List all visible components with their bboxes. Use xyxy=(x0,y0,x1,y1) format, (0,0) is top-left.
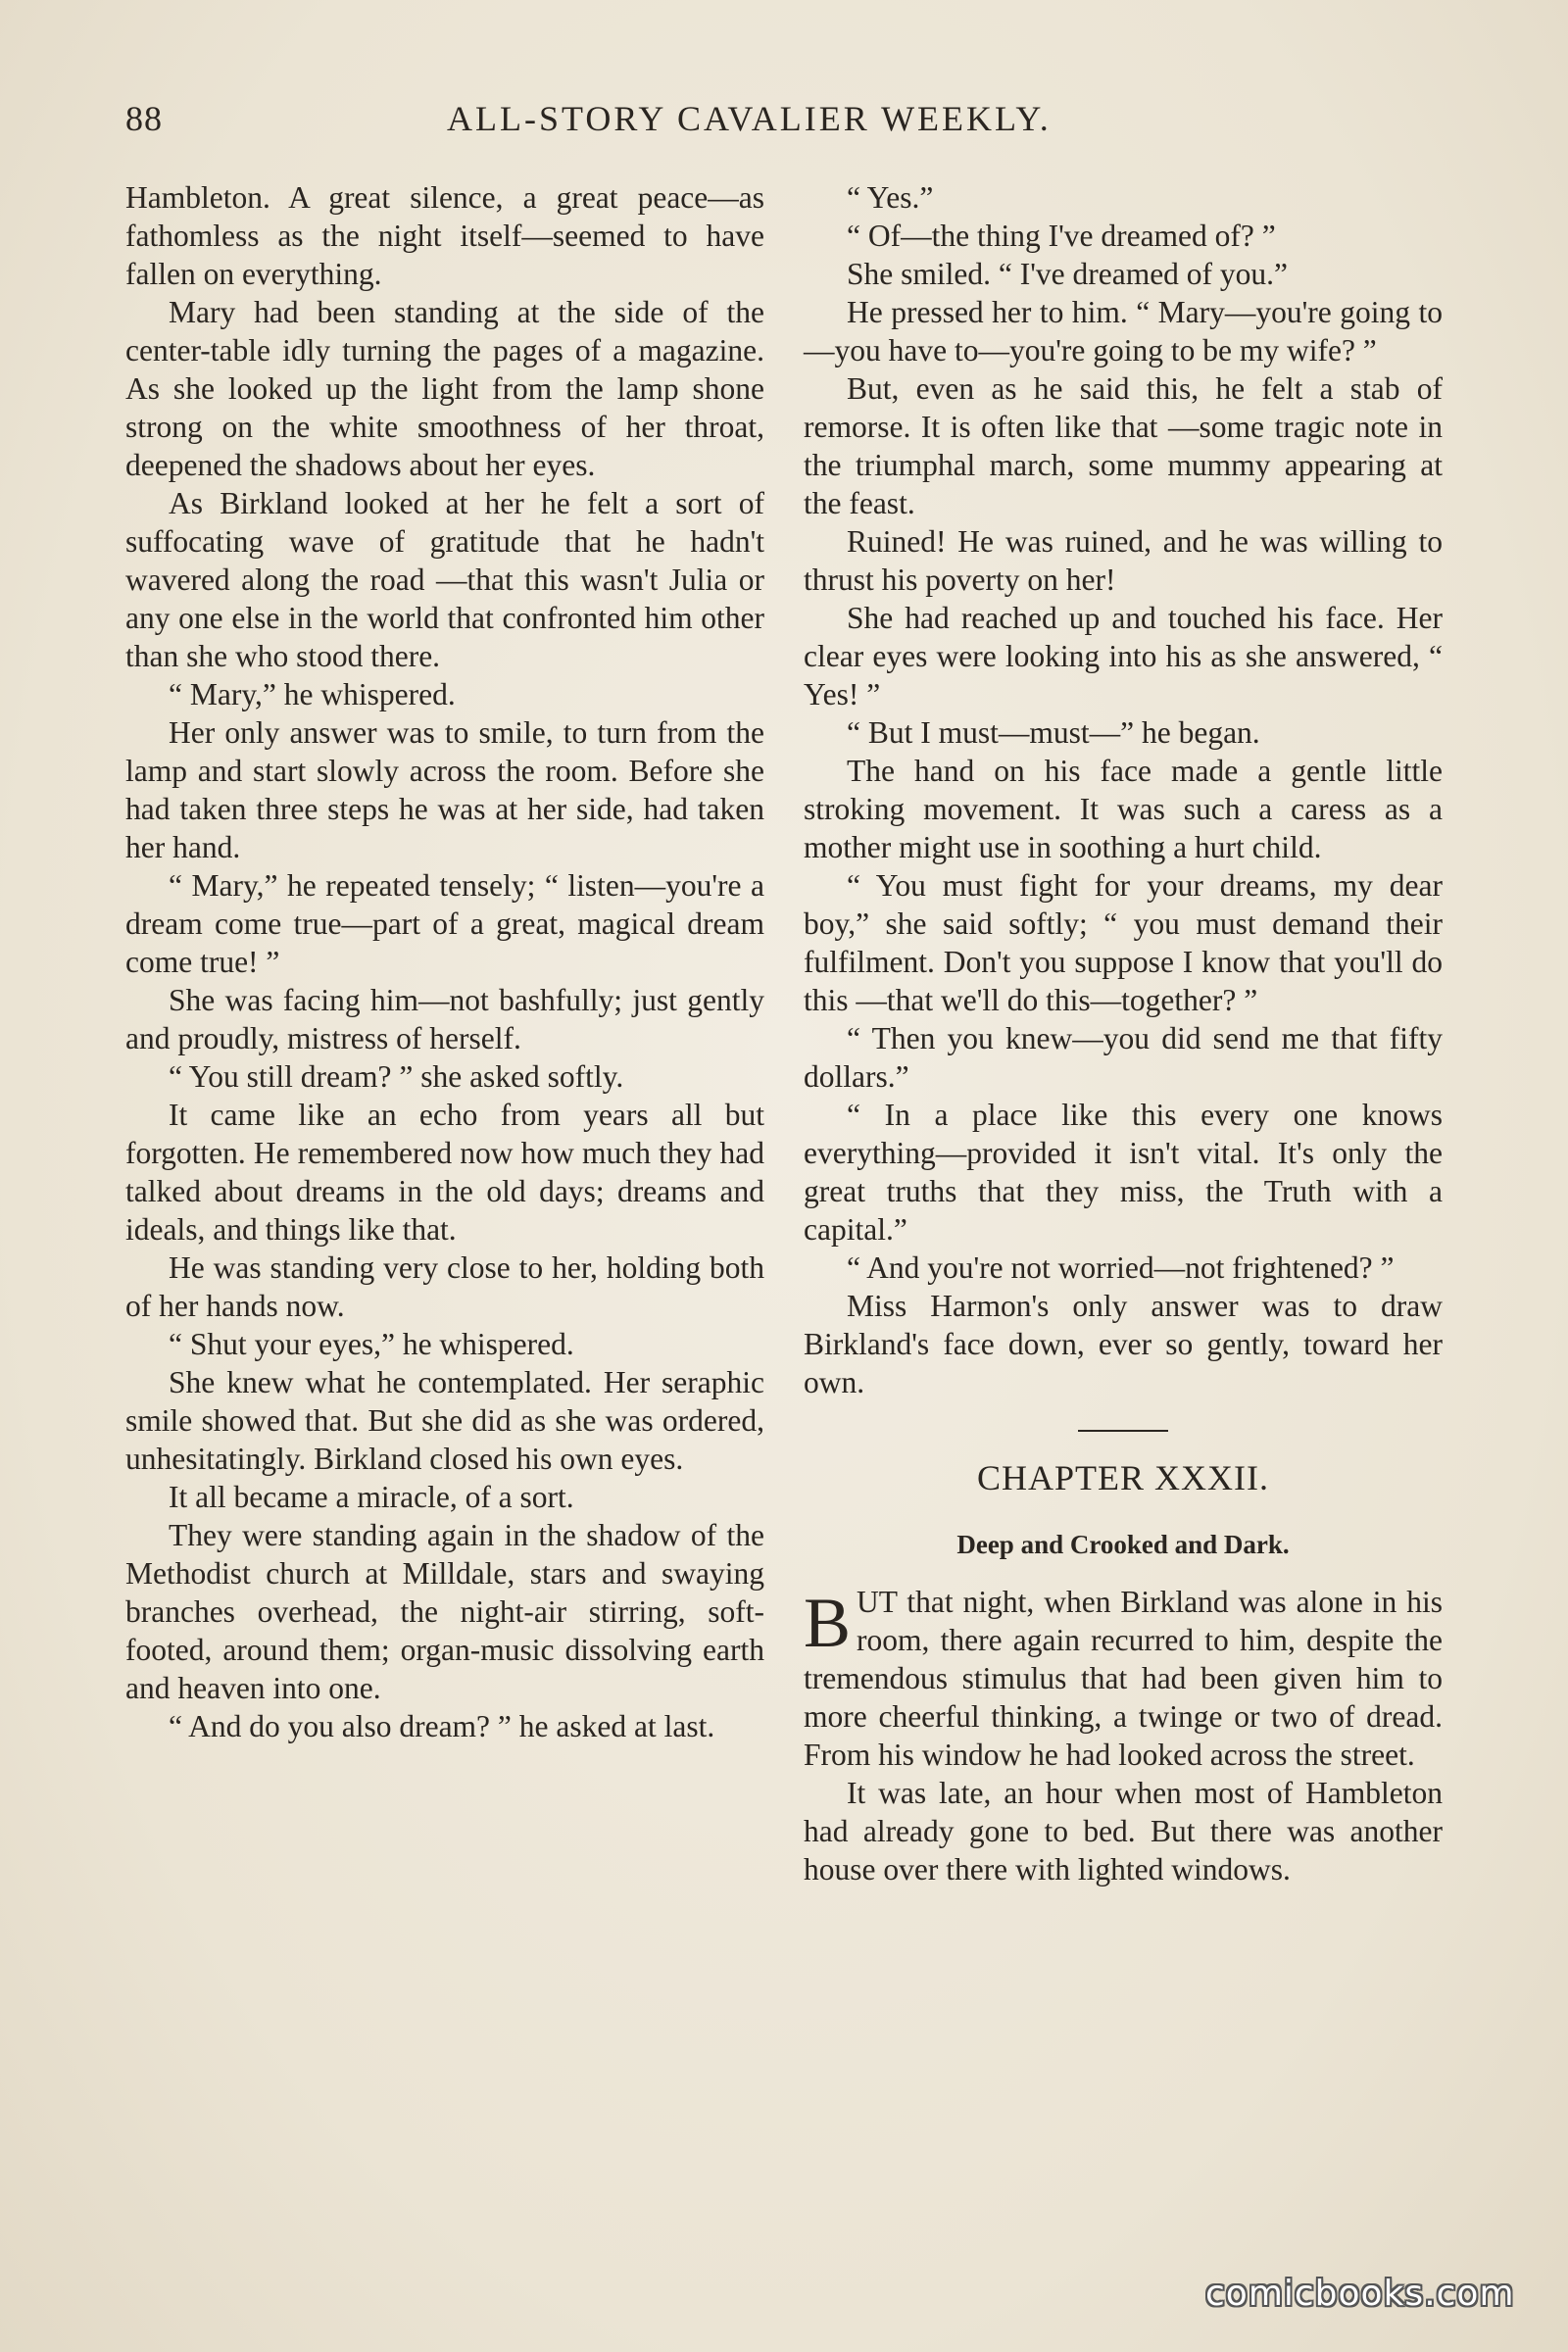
paragraph: “ In a place like this every one knows everything—provided it isn't vital. It's only the great truths that they miss, the Truth with a capital.” xyxy=(804,1098,1443,1247)
right-column xyxy=(804,178,1443,1888)
page-number: 88 xyxy=(125,99,163,138)
paragraph: “ Then you knew—you did send me that fifty dollars.” xyxy=(804,1021,1443,1094)
paragraph: It all became a miracle, of a sort. xyxy=(169,1480,574,1514)
paragraph: They were standing again in the shadow of the Methodist church at Milldale, stars and swaying branches overhead, the night-air stirring, soft-footed, around them; organ-music dissolving earth and heaven into one. xyxy=(125,1518,764,1705)
paragraph: “ But I must—must—” he began. xyxy=(847,715,1260,750)
opening-text: UT that night, when Birkland was alone in his room, there again recurred to him, despite the tremendous stimulus that had been given him to more cheerful thinking, a twinge or two of dread. From his window he had looked across the street. xyxy=(804,1585,1443,1772)
paragraph: “ Of—the thing I've dreamed of? ” xyxy=(847,219,1276,253)
paragraph: She had reached up and touched his face. Her clear eyes were looking into his as she answered, “ Yes! ” xyxy=(804,601,1443,711)
paragraph: As Birkland looked at her he felt a sort of suffocating wave of gratitude that he hadn't wavered along the road —that this wasn't Julia or any one else in the world that confronted him other than she who stood there. xyxy=(125,486,764,673)
paragraph: “ You must fight for your dreams, my dear boy,” she said softly; “ you must demand their fulfilment. Don't you suppose I know that you'll do this —that we'll do this—together? ” xyxy=(804,868,1443,1017)
paragraph: It came like an echo from years all but forgotten. He remembered now how much they had talked about dreams in the old days; dreams and ideals, and things like that. xyxy=(125,1098,764,1247)
paragraph: Mary had been standing at the side of the center-table idly turning the pages of a magazine. As she looked up the light from the lamp shone strong on the white smoothness of her throat, deepened the shadows about her eyes. xyxy=(125,295,764,482)
paragraph: “ Mary,” he repeated tensely; “ listen—you're a dream come true—part of a great, magical dream come true! ” xyxy=(125,868,764,979)
paragraph: Miss Harmon's only answer was to draw Birkland's face down, ever so gently, toward her own. xyxy=(804,1289,1443,1399)
paragraph: “ And you're not worried—not frightened? ” xyxy=(847,1250,1395,1285)
paragraph: “ And do you also dream? ” he asked at last. xyxy=(169,1709,715,1743)
drop-cap: B xyxy=(804,1584,852,1662)
paragraph: Her only answer was to smile, to turn from the lamp and start slowly across the room. Before she had taken three steps he was at her side, had taken her hand. xyxy=(125,715,764,864)
watermark: comicbooks.com xyxy=(1205,2274,1515,2314)
paragraph: But, even as he said this, he felt a stab of remorse. It is often like that —some tragic note in the triumphal march, some mummy appearing at the feast. xyxy=(804,371,1443,520)
paragraph: Hambleton. A great silence, a great peace—as fathomless as the night itself—seemed to have fallen on everything. xyxy=(125,180,764,291)
paragraph: She was facing him—not bashfully; just gently and proudly, mistress of herself. xyxy=(125,983,764,1055)
paragraph: Ruined! He was ruined, and he was willing to thrust his poverty on her! xyxy=(804,524,1443,597)
chapter-subtitle: Deep and Crooked and Dark. xyxy=(956,1530,1290,1559)
paragraph: “ Mary,” he whispered. xyxy=(169,677,456,711)
paragraph: She knew what he contemplated. Her seraphic smile showed that. But she did as she was ordered, unhesitatingly. Birkland closed his own eyes. xyxy=(125,1365,764,1476)
chapter-opening-paragraph xyxy=(804,1583,1443,1774)
paragraph: He pressed her to him. “ Mary—you're going to—you have to—you're going to be my wife? ” xyxy=(804,295,1443,368)
section-divider xyxy=(1078,1430,1168,1432)
chapter-title: CHAPTER XXXII. xyxy=(977,1458,1269,1497)
paragraph: “ Yes.” xyxy=(847,180,934,215)
paragraph: “ You still dream? ” she asked softly. xyxy=(169,1059,624,1094)
paragraph: It was late, an hour when most of Hambleton had already gone to bed. But there was another house over there with lighted windows. xyxy=(804,1776,1443,1886)
paragraph: “ Shut your eyes,” he whispered. xyxy=(169,1327,574,1361)
running-title: ALL-STORY CAVALIER WEEKLY. xyxy=(447,99,1052,138)
page-header xyxy=(125,98,1448,147)
paragraph: The hand on his face made a gentle little stroking movement. It was such a caress as a mother might use in soothing a hurt child. xyxy=(804,754,1443,864)
left-column xyxy=(125,178,764,1745)
paragraph: He was standing very close to her, holding both of her hands now. xyxy=(125,1250,764,1323)
paragraph: She smiled. “ I've dreamed of you.” xyxy=(847,257,1289,291)
